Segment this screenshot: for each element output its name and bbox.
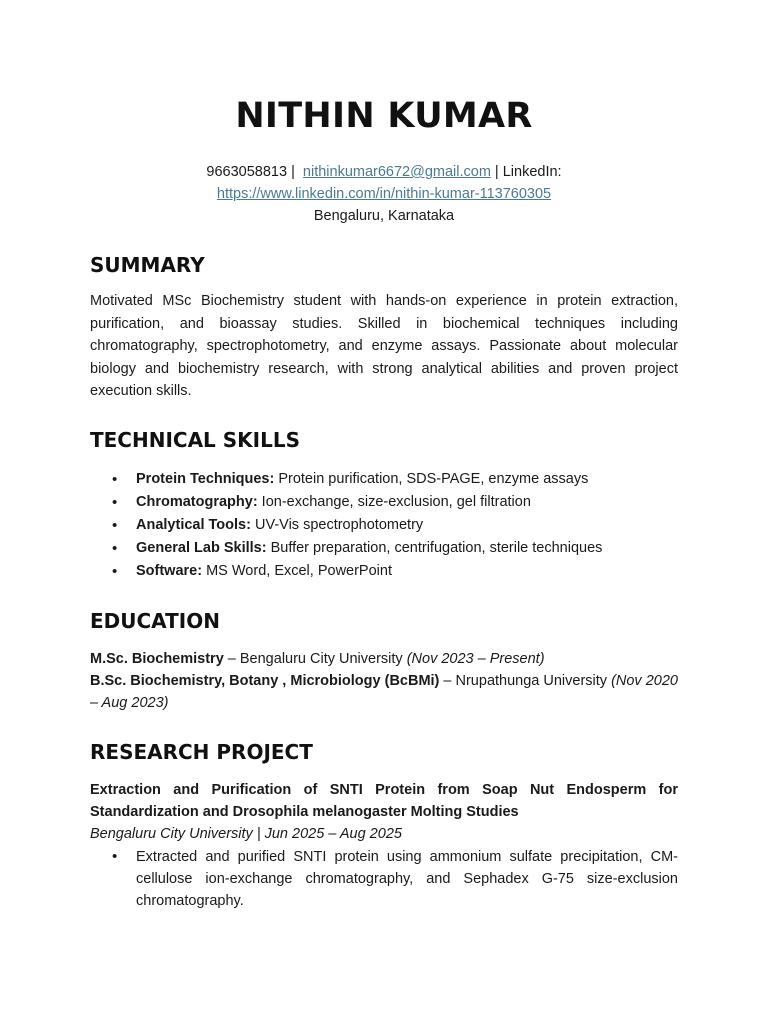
linkedin-label: | LinkedIn:: [490, 164, 562, 180]
project-meta: Bengaluru City University | Jun 2025 – Aug 2025: [90, 826, 402, 842]
skill-value: Protein purification, SDS-PAGE, enzyme assays: [274, 471, 589, 487]
location: Bengaluru, Karnataka: [313, 208, 455, 224]
skill-label: Analytical Tools:: [136, 517, 251, 533]
skills-list: [90, 468, 678, 583]
dates: (Nov 2020 – Aug 2023): [90, 673, 678, 711]
research-heading: RESEARCH PROJECT: [90, 740, 313, 764]
education-entry: [90, 670, 678, 714]
skill-label: Protein Techniques:: [136, 471, 275, 487]
phone-number: 9663058813 |: [206, 164, 295, 180]
linkedin-link[interactable]: https://www.linkedin.com/in/nithin-kumar-113760305: [216, 186, 552, 202]
education-entry: [90, 648, 678, 670]
contact-line: [90, 161, 678, 205]
skill-label: Software:: [136, 563, 203, 579]
education-list: [90, 648, 678, 714]
education-heading: EDUCATION: [90, 609, 220, 633]
skill-value: UV-Vis spectrophotometry: [250, 517, 424, 533]
dates: (Nov 2023 – Present): [406, 651, 545, 667]
project-bullets: [90, 846, 678, 912]
degree: M.Sc. Biochemistry: [90, 651, 224, 667]
institution: – Bengaluru City University: [223, 651, 407, 667]
skill-value: Buffer preparation, centrifugation, sterile techniques: [266, 540, 603, 556]
skill-value: MS Word, Excel, PowerPoint: [202, 563, 392, 579]
summary-heading: SUMMARY: [90, 253, 205, 277]
degree: B.Sc. Biochemistry, Botany , Microbiology (BcBMi): [90, 673, 440, 689]
list-item: [90, 514, 678, 537]
skill-label: General Lab Skills:: [136, 540, 267, 556]
list-item: [90, 468, 678, 491]
candidate-name: NITHIN KUMAR: [235, 96, 533, 136]
skill-value: Ion-exchange, size-exclusion, gel filtration: [257, 494, 531, 510]
list-item: [90, 491, 678, 514]
list-item: [90, 560, 678, 583]
skills-heading: TECHNICAL SKILLS: [90, 428, 300, 452]
skill-label: Chromatography:: [136, 494, 258, 510]
list-item: [90, 537, 678, 560]
project-title: Extraction and Purification of SNTI Protein from Soap Nut Endosperm for Standardization and Drosophila melanogaster Molting Studies: [90, 782, 678, 820]
institution: – Nrupathunga University: [439, 673, 612, 689]
summary-text: Motivated MSc Biochemistry student with hands-on experience in protein extraction, purification, and bioassay studies. Skilled in biochemical techniques including chromatography, spectrophotometry, and enzyme assays. Passionate about molecular biology and biochemistry research, with strong analytical abilities and proven project execution skills.: [90, 293, 678, 399]
list-item: • Extracted and purified SNTI protein using ammonium sulfate precipitation, CM-cellulose ion-exchange chromatography, and Sephadex G-75 size-exclusion chromatography.: [90, 846, 678, 912]
email-link[interactable]: nithinkumar6672@gmail.com: [302, 164, 491, 180]
